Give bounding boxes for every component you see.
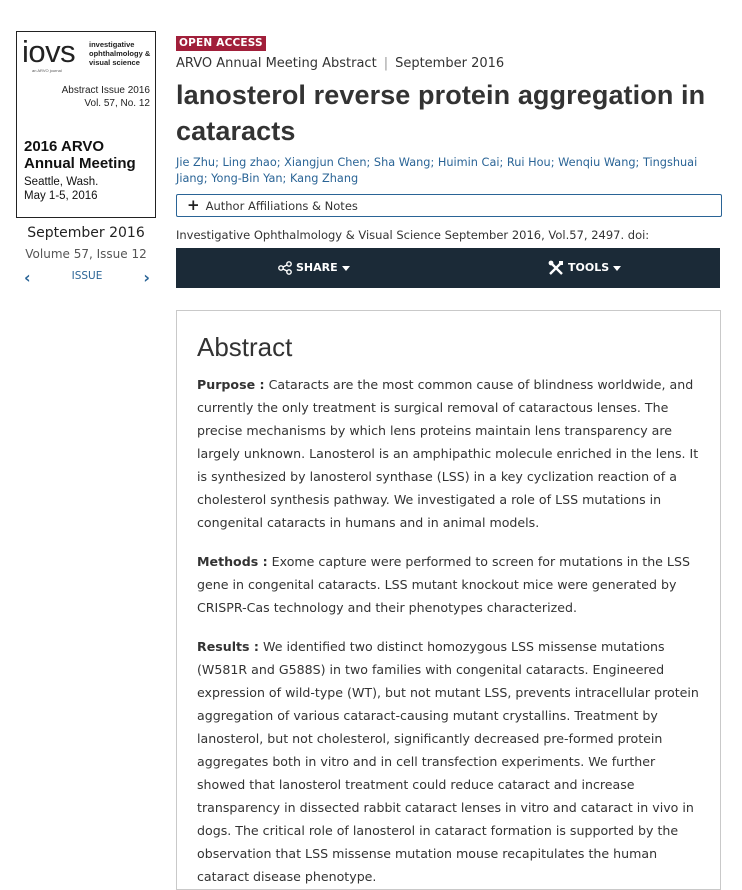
cover-event-line: Annual Meeting: [24, 155, 136, 172]
author-link[interactable]: Kang Zhang: [289, 172, 359, 185]
cover-event-info: [24, 138, 136, 203]
section-text: We identified two distinct homozygous LSS missense mutations (W581R and G588S) in two families with congenital cataracts. Engineered expression of wild-type (WT), but not mutant LSS, prevents intracellular protein aggregation of various cataract-causing mutant crystallins. Treatment by lanosterol, but not cholesterol, significantly decreased pre-formed protein aggregates both in vitro and in cell transfection experiments. We further showed that lanosterol treatment could reduce cataract and increase transparency in dissected rabbit cataract lenses in vitro and cataract in vivo in dogs. The critical role of lanosterol in cataract formation is supported by the observation that LSS missense mutation mouse recapitulates the human cataract disease phenotype.: [197, 639, 699, 884]
cover-location: Seattle, Wash.: [24, 176, 99, 188]
share-button[interactable]: [278, 248, 350, 288]
journal-name-line: investigative: [89, 40, 135, 49]
section-label: Methods :: [197, 554, 268, 569]
author-link[interactable]: Sha Wang: [373, 156, 431, 169]
share-label: SHARE: [296, 261, 338, 274]
open-access-badge: OPEN ACCESS: [176, 36, 266, 51]
citation: Investigative Ophthalmology & Visual Science September 2016, Vol.57, 2497. doi:: [176, 228, 650, 242]
journal-name: [89, 40, 159, 67]
author-link[interactable]: Ling zhao: [222, 156, 277, 169]
article-date: September 2016: [395, 56, 505, 71]
cover-volume-line: Vol. 57, No. 12: [84, 98, 150, 109]
tools-icon: [548, 260, 564, 276]
abstract-results: [197, 635, 700, 888]
cover-event-line: 2016 ARVO: [24, 138, 105, 155]
author-link[interactable]: Tingshuai Jiang: [176, 156, 698, 185]
chevron-right-icon[interactable]: ›: [143, 268, 150, 287]
author-affiliations-button[interactable]: [176, 194, 722, 217]
section-label: Purpose :: [197, 377, 265, 392]
article-toolbar: [176, 248, 720, 288]
journal-logo: [22, 34, 151, 73]
issue-link[interactable]: ISSUE: [71, 270, 103, 282]
caret-down-icon: [613, 266, 621, 271]
cover-issue-line: Abstract Issue 2016: [61, 85, 150, 96]
tools-button[interactable]: [548, 248, 621, 288]
journal-name-line: ophthalmology &: [89, 49, 151, 58]
author-link[interactable]: Wenqiu Wang: [558, 156, 636, 169]
article-meta: [176, 55, 722, 72]
meta-separator: |: [383, 56, 389, 71]
abstract-methods: [197, 550, 700, 619]
author-link[interactable]: Huimin Cai: [437, 156, 500, 169]
issue-date: September 2016: [27, 225, 145, 241]
author-link[interactable]: Xiangjun Chen: [284, 156, 367, 169]
caret-down-icon: [342, 266, 350, 271]
author-link[interactable]: Jie Zhu: [176, 156, 216, 169]
article-header: [176, 31, 722, 243]
issue-volume: Volume 57, Issue 12: [25, 247, 147, 261]
affiliations-label: Author Affiliations & Notes: [205, 199, 358, 213]
plus-icon: +: [187, 196, 200, 214]
cover-event-location: [24, 175, 136, 203]
author-link[interactable]: Rui Hou: [506, 156, 551, 169]
cover-issue-info: [62, 84, 150, 110]
section-text: Cataracts are the most common cause of blindness worldwide, and currently the only treatment is surgical removal of cataractous lenses. The precise mechanisms by which lens proteins maintain lens transparency are largely unknown. Lanosterol is an amphipathic molecule enriched in the lens. It is synthesized by lanosterol synthase (LSS) in a key cyclization reaction of a cholesterol synthesis pathway. We investigated a role of LSS mutations in congenital cataracts in humans and in animal models.: [197, 377, 699, 530]
issue-navigation: [24, 268, 150, 286]
logo-text: iovs: [22, 34, 76, 69]
journal-tagline: an ARVO journal: [32, 68, 62, 73]
author-link[interactable]: Yong-Bin Yan: [211, 172, 283, 185]
section-label: Results :: [197, 639, 259, 654]
author-list: Jie Zhu; Ling zhao; Xiangjun Chen; Sha Wang; Huimin Cai; Rui Hou; Wenqiu Wang; Tingshuai Jiang; Yong-Bin Yan; Kang Zhang: [176, 156, 698, 185]
article-type: ARVO Annual Meeting Abstract: [176, 56, 377, 71]
share-icon: [278, 261, 292, 275]
cover-dates: May 1-5, 2016: [24, 190, 98, 202]
journal-cover[interactable]: [16, 31, 156, 218]
journal-name-line: visual science: [89, 58, 140, 67]
abstract-heading: Abstract: [197, 332, 293, 362]
abstract-panel: [176, 310, 721, 890]
cover-event-title: [24, 138, 136, 172]
section-text: Exome capture were performed to screen for mutations in the LSS gene in congenital cataracts. LSS mutant knockout mice were generated by CRISPR-Cas technology and their phenotypes characterized.: [197, 554, 690, 615]
article-title: lanosterol reverse protein aggregation in cataracts: [176, 80, 706, 146]
abstract-purpose: [197, 373, 700, 534]
tools-label: TOOLS: [568, 261, 610, 274]
chevron-left-icon[interactable]: ‹: [24, 268, 31, 287]
